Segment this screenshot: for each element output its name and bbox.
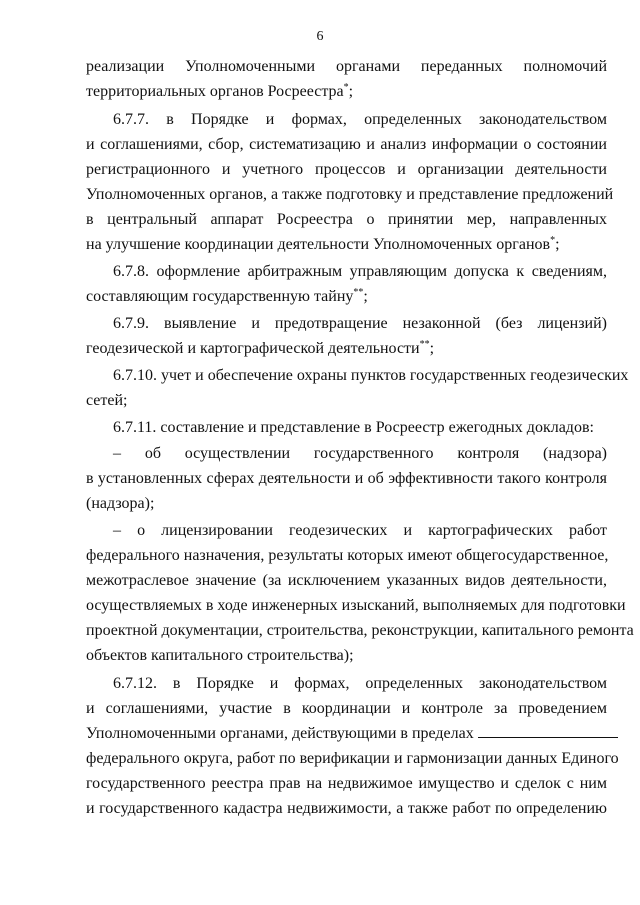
text-line: (надзора); [86, 495, 155, 512]
text-line: проектной документации, строительства, реконструкции, капитального ремонта [86, 622, 634, 639]
text-line: 6.7.11. составление и представление в Росреестр ежегодных докладов: [113, 419, 594, 436]
text-line: – о лицензировании геодезических и картографических работ [113, 522, 607, 539]
text-line: осуществляемых в ходе инженерных изысканий, выполняемых для подготовки [86, 597, 626, 614]
text-line: 6.7.12. в Порядке и формах, определенных законодательством [113, 675, 607, 692]
text-line: 6.7.9. выявление и предотвращение незаконной (без лицензий) [113, 315, 607, 332]
text-line: федерального округа, работ по верификации и гармонизации данных Единого [86, 750, 619, 767]
text-line: сетей; [86, 392, 128, 409]
text-line: 6.7.8. оформление арбитражным управляющим допуска к сведениям, [113, 263, 607, 280]
fill-in-blank [478, 725, 618, 738]
text-line: на улучшение координации деятельности Уполномоченных органов*; [86, 235, 560, 253]
text-line: составляющим государственную тайну**; [86, 287, 368, 305]
text-line: геодезической и картографической деятельности**; [86, 339, 435, 357]
text-line: межотраслевое значение (за исключением указанных видов деятельности, [86, 572, 607, 589]
text-line: реализации Уполномоченными органами переданных полномочий [86, 58, 607, 75]
text-line: и соглашениями, участие в координации и контроле за проведением [86, 700, 607, 717]
text-line: и государственного кадастра недвижимости, а также работ по определению [86, 800, 607, 817]
text-line: Уполномоченных органов, а также подготовку и представление предложений [86, 186, 614, 203]
text-line: в центральный аппарат Росреестра о принятии мер, направленных [86, 211, 607, 228]
text-line: объектов капитального строительства); [86, 647, 354, 664]
text-line: – об осуществлении государственного контроля (надзора) [113, 445, 607, 462]
text-line: регистрационного и учетного процессов и организации деятельности [86, 161, 607, 178]
text-line: федерального назначения, результаты которых имеют общегосударственное, [86, 547, 609, 564]
text-line: и соглашениями, сбор, систематизацию и анализ информации о состоянии [86, 136, 607, 153]
text-line: 6.7.10. учет и обеспечение охраны пунктов государственных геодезических [113, 367, 629, 384]
text-line: территориальных органов Росреестра*; [86, 82, 354, 100]
text-line: 6.7.7. в Порядке и формах, определенных законодательством [113, 111, 607, 128]
text-line: в установленных сферах деятельности и об эффективности такого контроля [86, 470, 607, 487]
page-number: 6 [316, 29, 324, 44]
text-line: Уполномоченными органами, действующими в пределах [86, 724, 607, 744]
text-line: государственного реестра прав на недвижимое имущество и сделок с ним [86, 775, 607, 792]
